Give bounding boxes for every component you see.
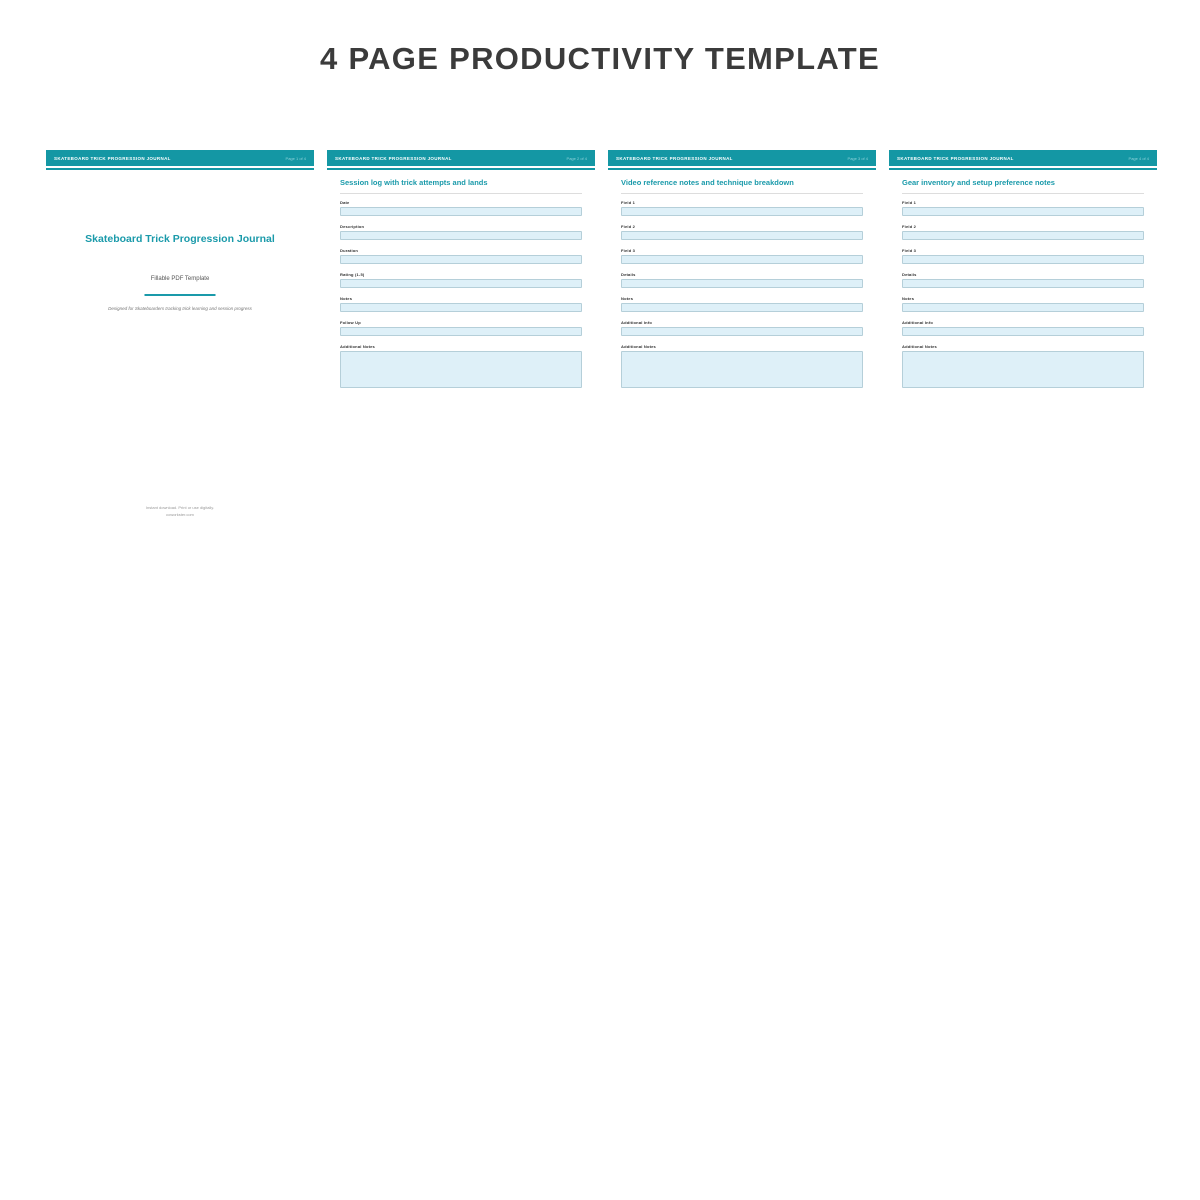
field-input[interactable] <box>340 327 582 336</box>
cover-footer <box>46 504 314 518</box>
field-label: Duration <box>340 247 359 253</box>
field-row <box>621 200 863 216</box>
form-heading: Session log with trick attempts and lands <box>340 177 488 187</box>
field-label: Follow Up <box>340 319 361 325</box>
cover-subtitle: Fillable PDF Template <box>150 276 210 282</box>
field-label: Field 3 <box>902 247 917 253</box>
cover-title: Skateboard Trick Progression Journal <box>85 233 275 245</box>
header-journal-title: SKATEBOARD TRICK PROGRESSION JOURNAL <box>54 155 171 161</box>
field-label: Additional Notes <box>902 343 937 349</box>
header-page-number: Page 2 of 4 <box>566 155 587 161</box>
field-input[interactable] <box>902 231 1144 240</box>
field-input[interactable] <box>902 279 1144 288</box>
field-input[interactable] <box>621 207 863 216</box>
fields-list <box>902 200 1144 336</box>
field-label: Additional Notes <box>340 343 375 349</box>
header-page-number: Page 1 of 4 <box>285 155 306 161</box>
field-input[interactable] <box>340 303 582 312</box>
field-row <box>340 248 582 264</box>
field-row <box>340 296 582 312</box>
field-row <box>621 296 863 312</box>
heading-divider <box>902 193 1144 194</box>
notes-field-row <box>902 344 1144 388</box>
field-row <box>621 224 863 240</box>
page-header-bar <box>889 150 1157 166</box>
field-row <box>902 272 1144 288</box>
field-label: Details <box>621 271 636 277</box>
field-input[interactable] <box>340 255 582 264</box>
page-header-bar <box>608 150 876 166</box>
cover-page <box>46 150 314 529</box>
field-input[interactable] <box>621 255 863 264</box>
field-row <box>902 320 1144 336</box>
form-body <box>327 170 595 388</box>
field-input[interactable] <box>621 231 863 240</box>
heading-divider <box>340 193 582 194</box>
field-input[interactable] <box>621 303 863 312</box>
page-title: 4 PAGE PRODUCTIVITY TEMPLATE <box>319 41 880 76</box>
form-page <box>889 150 1157 529</box>
field-row <box>902 200 1144 216</box>
header-accent-line <box>46 168 314 170</box>
cover-tagline: Designed for Skateboarders tracking trick learning and session progress <box>108 306 252 311</box>
field-row <box>621 320 863 336</box>
page-header-bar <box>327 150 595 166</box>
form-body <box>889 170 1157 388</box>
field-row <box>902 248 1144 264</box>
field-input[interactable] <box>340 207 582 216</box>
cover-footer-line1: Instant download. Print or use digitally. <box>145 505 215 510</box>
cover-footer-line2: coworkster.com <box>166 512 194 517</box>
field-label: Additional Info <box>902 319 933 325</box>
field-label: Field 3 <box>621 247 636 253</box>
field-input[interactable] <box>902 255 1144 264</box>
field-row <box>340 200 582 216</box>
field-input[interactable] <box>621 327 863 336</box>
notes-textarea[interactable] <box>621 351 863 388</box>
pages-row <box>46 150 1157 529</box>
header-journal-title: SKATEBOARD TRICK PROGRESSION JOURNAL <box>616 155 733 161</box>
notes-field-row <box>340 344 582 388</box>
notes-textarea[interactable] <box>340 351 582 388</box>
form-heading: Gear inventory and setup preference notes <box>902 177 1055 187</box>
field-label: Field 1 <box>621 199 636 205</box>
field-label: Field 2 <box>902 223 917 229</box>
header-journal-title: SKATEBOARD TRICK PROGRESSION JOURNAL <box>335 155 452 161</box>
field-row <box>340 272 582 288</box>
field-input[interactable] <box>621 279 863 288</box>
page-header-bar <box>46 150 314 166</box>
field-input[interactable] <box>902 207 1144 216</box>
form-page <box>327 150 595 529</box>
field-row <box>621 248 863 264</box>
header-page-number: Page 3 of 4 <box>847 155 868 161</box>
fields-list <box>340 200 582 336</box>
field-label: Field 2 <box>621 223 636 229</box>
field-input[interactable] <box>340 279 582 288</box>
field-label: Notes <box>621 295 634 301</box>
field-label: Additional Info <box>621 319 652 325</box>
header-page-number: Page 4 of 4 <box>1128 155 1149 161</box>
field-label: Notes <box>902 295 915 301</box>
heading-divider <box>621 193 863 194</box>
field-input[interactable] <box>902 327 1144 336</box>
field-label: Rating (1-5) <box>340 271 365 277</box>
form-heading: Video reference notes and technique breakdown <box>621 177 794 187</box>
field-label: Field 1 <box>902 199 917 205</box>
field-row <box>902 224 1144 240</box>
field-input[interactable] <box>902 303 1144 312</box>
fields-list <box>621 200 863 336</box>
field-label: Details <box>902 271 917 277</box>
field-input[interactable] <box>340 231 582 240</box>
field-row <box>340 224 582 240</box>
notes-textarea[interactable] <box>902 351 1144 388</box>
field-label: Date <box>340 199 350 205</box>
cover-divider <box>145 294 216 296</box>
header-journal-title: SKATEBOARD TRICK PROGRESSION JOURNAL <box>897 155 1014 161</box>
field-row <box>902 296 1144 312</box>
field-label: Description <box>340 223 365 229</box>
form-body <box>608 170 876 388</box>
form-page <box>608 150 876 529</box>
field-row <box>340 320 582 336</box>
notes-field-row <box>621 344 863 388</box>
field-label: Notes <box>340 295 353 301</box>
field-row <box>621 272 863 288</box>
field-label: Additional Notes <box>621 343 656 349</box>
